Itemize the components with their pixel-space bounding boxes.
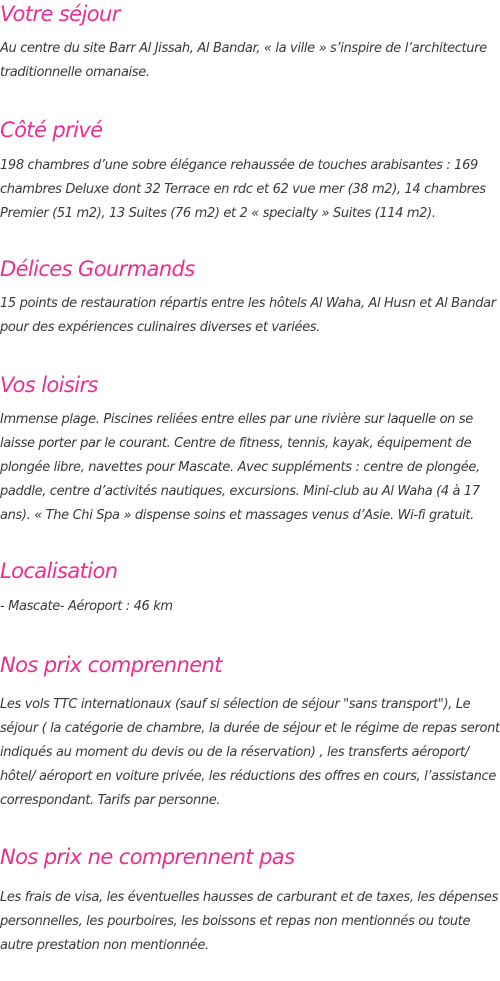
section-nos-prix-comprennent: [0, 651, 500, 813]
section-text-vos-loisirs: Immense plage. Piscines reliées entre elles par une rivière sur laquelle on se laisse porter par le courant. Centre de fitness, tennis, kayak, équipement de plongée libre, navettes pour Mascate. Avec suppléments : centre de plongée, paddle, centre d’activités nautiques, excursions. Mini-club au Al Waha (4 à 17 ans). « The Chi Spa » dispense soins et massages venus d’Asie. Wi-fi gratuit.: [0, 412, 480, 523]
section-text-delices-gourmands: 15 points de restauration répartis entre les hôtels Al Waha, Al Husn et Al Bandar pour des expériences culinaires diverses et variées.: [0, 296, 496, 335]
section-delices-gourmands: [0, 255, 500, 340]
section-title-nos-prix-comprennent: Nos prix comprennent: [0, 653, 222, 677]
section-vos-loisirs: [0, 371, 500, 528]
section-text-localisation: - Mascate- Aéroport : 46 km: [0, 599, 173, 614]
section-title-cote-prive: Côté privé: [0, 118, 103, 142]
section-title-vos-loisirs: Vos loisirs: [0, 373, 98, 397]
section-text-cote-prive: 198 chambres d’une sobre élégance rehaussée de touches arabisantes : 169 chambres Deluxe dont 32 Terrace en rdc et 62 vue mer (38 m2), 14 chambres Premier (51 m2), 13 Suites (76 m2) et 2 « specialty » Suites (114 m2).: [0, 158, 486, 221]
section-text-nos-prix-ne-comprennent-pas: Les frais de visa, les éventuelles hausses de carburant et de taxes, les dépenses personnelles, les pourboires, les boissons et repas non mentionnés ou toute autre prestation non mentionnée.: [0, 890, 499, 953]
section-localisation: [0, 557, 500, 619]
section-votre-sejour: [0, 0, 500, 85]
section-title-localisation: Localisation: [0, 559, 118, 583]
section-text-votre-sejour: Au centre du site Barr Al Jissah, Al Bandar, « la ville » s’inspire de l’architecture traditionnelle omanaise.: [0, 41, 487, 80]
section-text-nos-prix-comprennent: Les vols TTC internationaux (sauf si sélection de séjour "sans transport"), Le séjour ( la catégorie de chambre, la durée de séjour et le régime de repas seront indiqués au moment du devis ou de la réservation) , les transferts aéroport/ hôtel/ aéroport en voiture privée, les réductions des offres en cours, l’assistance correspondant. Tarifs par personne.: [0, 697, 500, 808]
section-nos-prix-ne-comprennent-pas: [0, 843, 500, 958]
section-title-nos-prix-ne-comprennent-pas: Nos prix ne comprennent pas: [0, 845, 295, 869]
section-cote-prive: [0, 116, 500, 226]
section-title-votre-sejour: Votre séjour: [0, 2, 120, 26]
section-title-delices-gourmands: Délices Gourmands: [0, 257, 195, 281]
